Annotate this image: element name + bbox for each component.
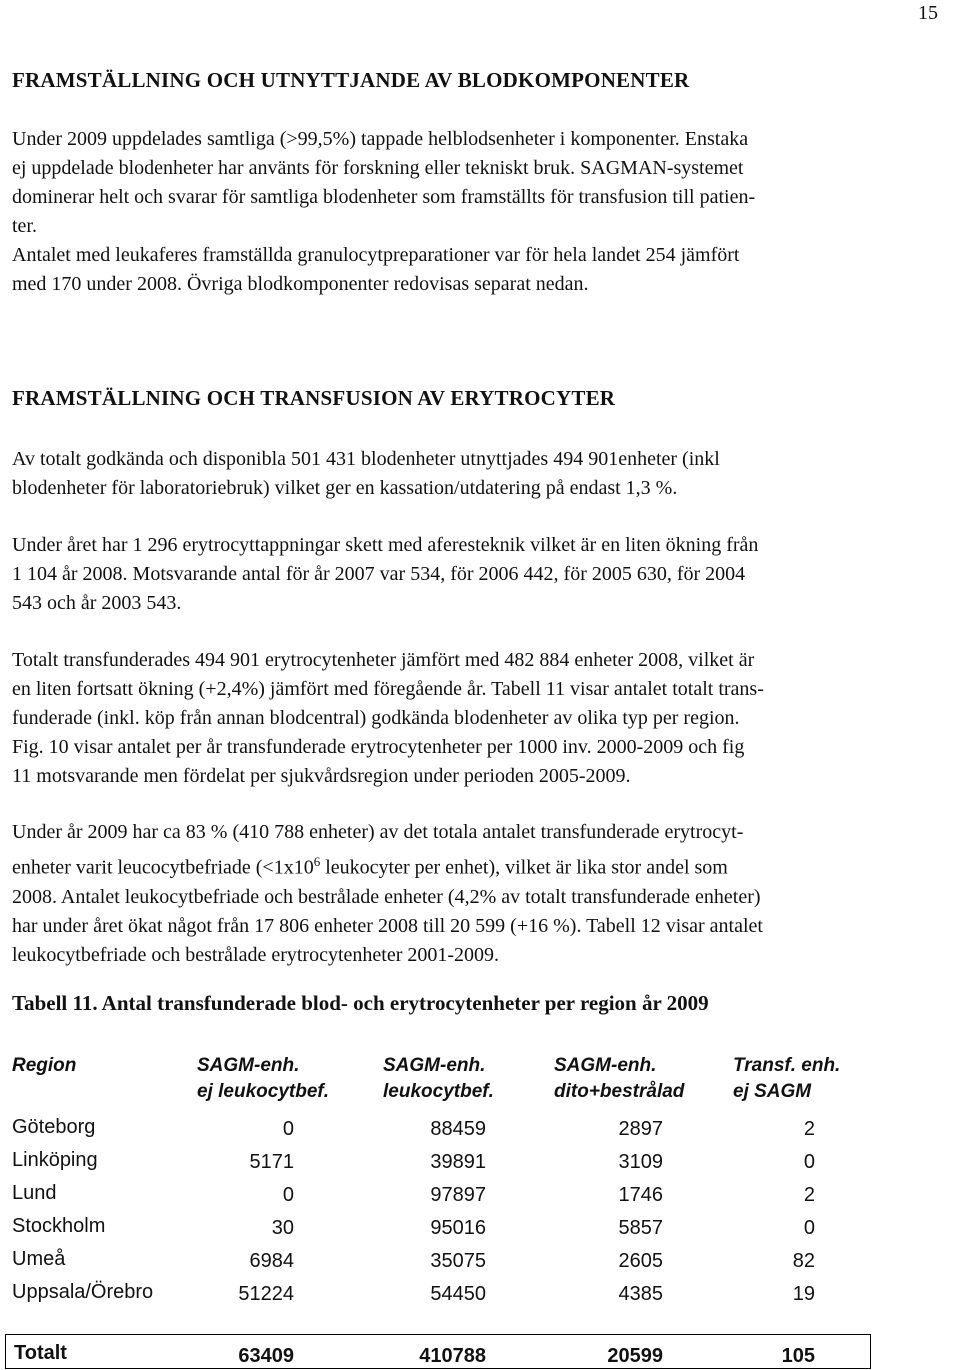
value-cell: 54450	[430, 1283, 486, 1305]
header-line: leukocytbef.	[383, 1081, 494, 1102]
header-line: ej SAGM	[733, 1081, 812, 1102]
text-line: ter.	[12, 215, 37, 237]
value-cell: 2605	[618, 1250, 663, 1272]
total-label: Totalt	[14, 1342, 67, 1364]
region-cell: Linköping	[12, 1149, 98, 1171]
text-line: leukocytbefriade och bestrålade erytrocytenheter 2001-2009.	[12, 943, 500, 966]
value-cell: 19	[792, 1283, 815, 1305]
header-sagm-ej-leukocytbef	[197, 1053, 329, 1105]
value-cell: 3109	[618, 1151, 663, 1173]
region-cell: Umeå	[12, 1248, 66, 1270]
text-line: har under året ökat något från 17 806 enheter 2008 till 20 599 (+16 %). Tabell 12 visar antalet	[12, 914, 763, 937]
value-cell: 2	[803, 1184, 815, 1206]
text-line: Totalt transfunderades 494 901 erytrocytenheter jämfört med 482 884 enheter 2008, vilket är	[12, 649, 755, 671]
paragraph-aferes	[12, 531, 952, 618]
header-line: SAGM-enh.	[383, 1055, 486, 1076]
text-fragment: enheter varit leucocytbefriade (<1x10	[12, 856, 314, 879]
region-cell: Stockholm	[12, 1215, 106, 1237]
value-cell: 5857	[618, 1217, 663, 1239]
text-line: Under året har 1 296 erytrocyttappningar skett med aferesteknik vilket är en liten ökning från	[12, 534, 759, 556]
value-cell: 0	[282, 1184, 294, 1206]
text-fragment: leukocyter per enhet), vilket är lika stor andel som	[320, 856, 728, 879]
page-number: 15	[918, 2, 938, 24]
value-cell: 30	[271, 1217, 294, 1239]
header-line: Transf. enh.	[733, 1055, 841, 1076]
total-value-cell: 63409	[238, 1345, 294, 1367]
value-cell: 6984	[249, 1250, 294, 1272]
value-cell: 0	[803, 1151, 815, 1173]
text-line: Antalet med leukaferes framställda granulocytpreparationer var för hela landet 254 jämfört	[12, 244, 740, 266]
text-line: en liten fortsatt ökning (+2,4%) jämfört med föregående år. Tabell 11 visar antalet totalt trans-	[12, 678, 764, 700]
paragraph-transfunderade	[12, 646, 952, 791]
value-cell: 88459	[430, 1118, 486, 1140]
total-value-cell: 410788	[419, 1345, 486, 1367]
text-line: dominerar helt och svarar för samtliga blodenheter som framställts för transfusion till patien-	[12, 186, 756, 208]
value-cell: 97897	[430, 1184, 486, 1206]
superscript-exponent: 6	[313, 854, 321, 869]
value-cell: 39891	[430, 1151, 486, 1173]
total-value-cell: 105	[781, 1345, 815, 1367]
text-line: ej uppdelade blodenheter har använts för forskning eller tekniskt bruk. SAGMAN-systemet	[12, 157, 744, 179]
value-cell: 2	[803, 1118, 815, 1140]
text-line: 543 och år 2003 543.	[12, 592, 182, 614]
paragraph-kassation	[12, 445, 952, 503]
section-title-blodkomponenter: FRAMSTÄLLNING OCH UTNYTTJANDE AV BLODKOMPONENTER	[12, 68, 690, 92]
total-value-cell: 20599	[607, 1345, 663, 1367]
text-line: blodenheter för laboratoriebruk) vilket ger en kassation/utdatering på endast 1,3 %.	[12, 477, 678, 499]
value-cell: 0	[282, 1118, 294, 1140]
value-cell: 4385	[618, 1283, 663, 1305]
text-line: med 170 under 2008. Övriga blodkomponenter redovisas separat nedan.	[12, 273, 589, 295]
header-line: dito+bestrålad	[554, 1081, 685, 1102]
text-line	[12, 847, 952, 883]
text-line: 11 motsvarande men fördelat per sjukvårdsregion under perioden 2005-2009.	[12, 765, 631, 787]
text-line: Av totalt godkända och disponibla 501 431 blodenheter utnyttjades 494 901enheter (inkl	[12, 448, 720, 470]
value-cell: 51224	[238, 1283, 294, 1305]
value-cell: 5171	[249, 1151, 294, 1173]
paragraph-leukocytbefriade	[12, 818, 952, 970]
header-region	[12, 1053, 76, 1079]
region-cell: Göteborg	[12, 1116, 96, 1138]
text-line: Under 2009 uppdelades samtliga (>99,5%) tappade helblodsenheter i komponenter. Enstaka	[12, 128, 749, 150]
text-line: Fig. 10 visar antalet per år transfunderade erytrocytenheter per 1000 inv. 2000-2009 och fig	[12, 736, 745, 758]
header-line: Region	[12, 1055, 77, 1076]
value-cell: 2897	[618, 1118, 663, 1140]
value-cell: 35075	[430, 1250, 486, 1272]
region-cell: Uppsala/Örebro	[12, 1281, 154, 1303]
section-title-erytrocyter: FRAMSTÄLLNING OCH TRANSFUSION AV ERYTROCYTER	[12, 386, 616, 410]
header-line: SAGM-enh.	[197, 1055, 300, 1076]
text-line: 2008. Antalet leukocytbefriade och bestrålade enheter (4,2% av totalt transfunderade enheter)	[12, 885, 761, 908]
value-cell: 95016	[430, 1217, 486, 1239]
header-transf-ej-sagm	[733, 1053, 840, 1105]
header-line: ej leukocytbef.	[197, 1081, 329, 1102]
text-line: Under år 2009 har ca 83 % (410 788 enheter) av det totala antalet transfunderade erytrocyt-	[12, 821, 744, 843]
region-cell: Lund	[12, 1182, 57, 1204]
paragraph-blodkomponenter	[12, 125, 952, 299]
header-line: SAGM-enh.	[554, 1055, 657, 1076]
header-sagm-leukocytbef	[383, 1053, 494, 1105]
value-cell: 0	[803, 1217, 815, 1239]
value-cell: 82	[792, 1250, 815, 1272]
value-cell: 1746	[618, 1184, 663, 1206]
table-caption: Tabell 11. Antal transfunderade blod- och erytrocytenheter per region år 2009	[12, 991, 709, 1015]
header-sagm-bestralad	[554, 1053, 684, 1105]
text-line: funderade (inkl. köp från annan blodcentral) godkända blodenheter av olika typ per region.	[12, 707, 740, 729]
text-line: 1 104 år 2008. Motsvarande antal för år 2007 var 534, för 2006 442, för 2005 630, för 2004	[12, 563, 746, 585]
